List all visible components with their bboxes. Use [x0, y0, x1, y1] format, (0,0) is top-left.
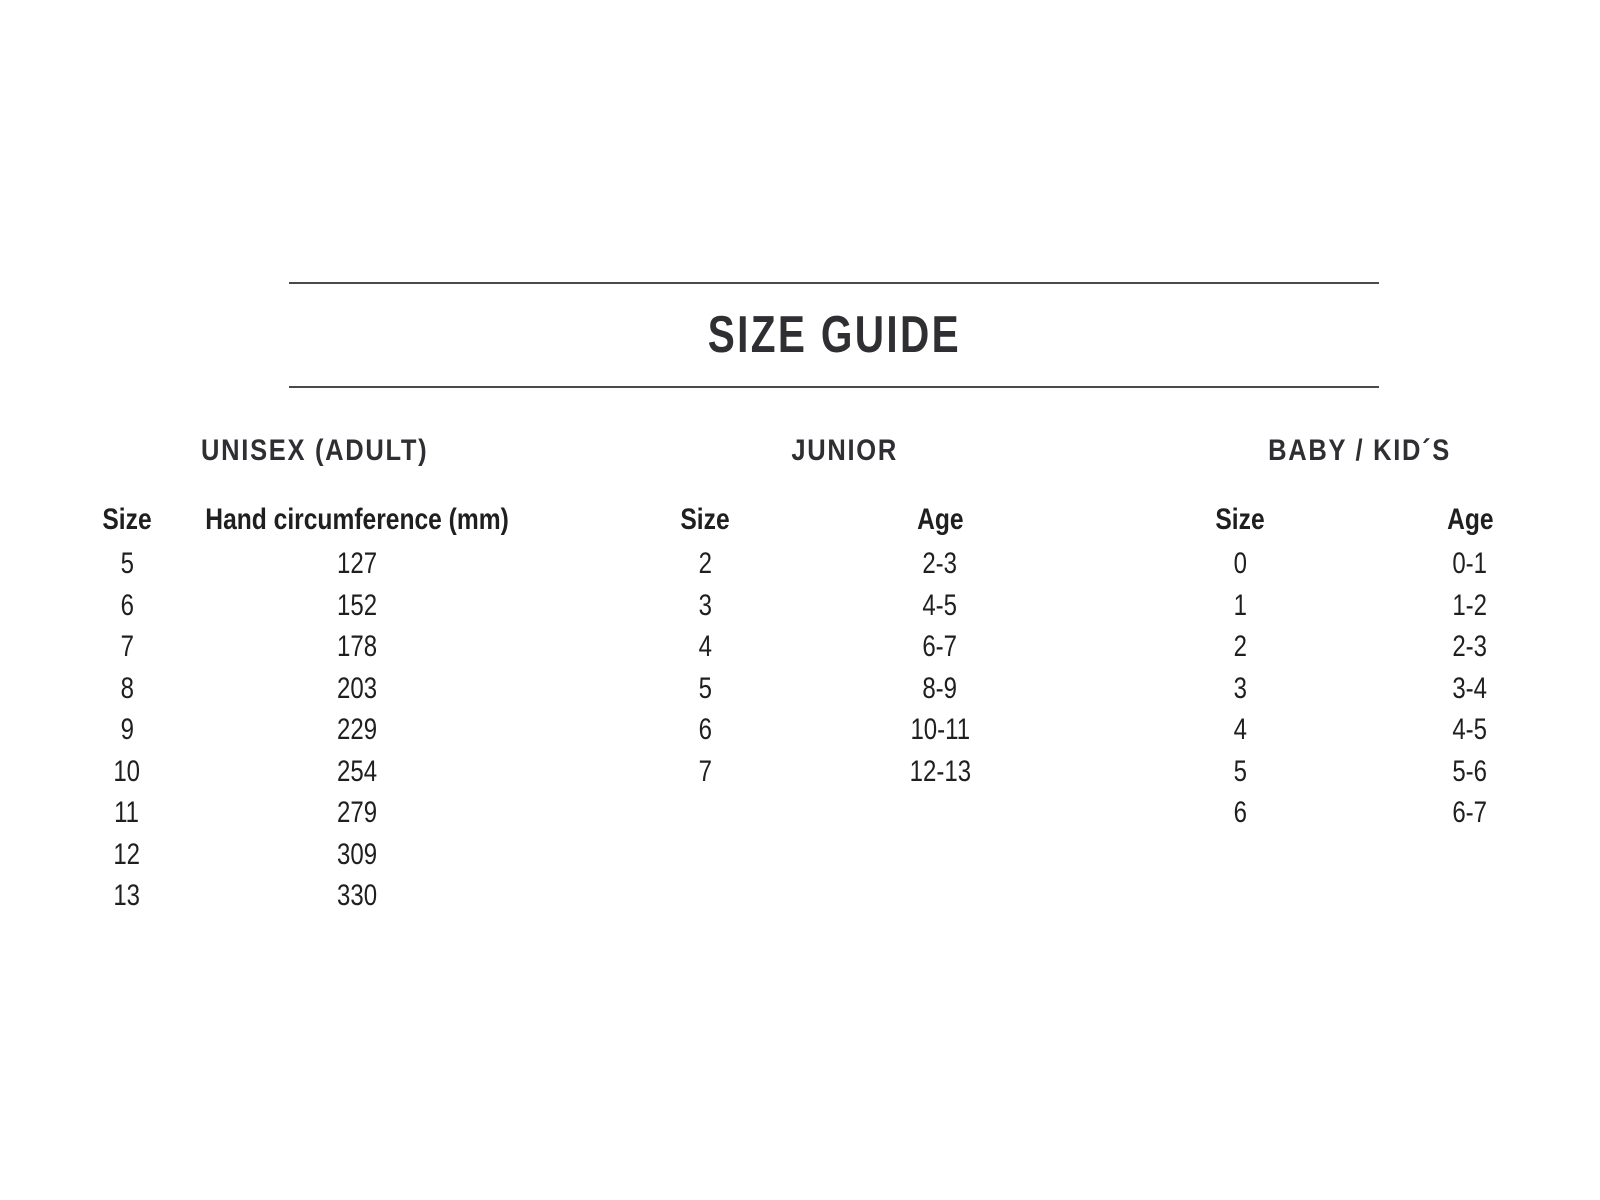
size-cell [610, 543, 800, 585]
age-cell [1350, 585, 1590, 627]
column-header-age-text: Age [1446, 503, 1494, 536]
size-value: 12 [113, 837, 141, 871]
circumference-cell [169, 875, 545, 917]
age-value: 2-3 [922, 547, 958, 580]
age-cell [800, 585, 1080, 627]
table-row [85, 543, 545, 585]
age-cell [800, 709, 1080, 751]
circumference-value: 203 [336, 671, 378, 705]
table-row [1130, 626, 1590, 668]
circumference-cell [169, 751, 545, 793]
table-row [85, 792, 545, 834]
column-header-size [85, 500, 169, 540]
table-header-row [85, 500, 545, 540]
circumference-value: 127 [336, 547, 378, 580]
size-value: 7 [120, 630, 134, 663]
size-cell [85, 792, 169, 834]
size-value: 3 [698, 588, 712, 622]
size-value: 4 [1233, 713, 1247, 746]
column-header-age [1350, 500, 1590, 540]
column-header-age-text: Age [916, 503, 964, 536]
table-row [85, 834, 545, 876]
size-value: 4 [698, 630, 712, 663]
size-value: 1 [1233, 588, 1247, 622]
size-value: 5 [698, 671, 712, 705]
size-cell [85, 585, 169, 627]
table-row [610, 626, 1080, 668]
size-cell [610, 751, 800, 793]
size-value: 6 [698, 713, 712, 746]
circumference-value: 330 [336, 879, 378, 912]
size-cell [85, 751, 169, 793]
table-header-row [1130, 500, 1590, 540]
circumference-cell [169, 626, 545, 668]
table-junior [610, 430, 1080, 792]
page-title: SIZE GUIDE [707, 306, 961, 364]
table-row [610, 543, 1080, 585]
size-cell [85, 668, 169, 710]
table-row [610, 751, 1080, 793]
table-body [610, 543, 1080, 792]
age-value: 4-5 [922, 588, 958, 622]
age-cell [800, 751, 1080, 793]
size-cell [85, 875, 169, 917]
section-title-baby-kids-text: BABY / KID´S [1268, 434, 1452, 467]
table-row [85, 875, 545, 917]
column-header-age [800, 500, 1080, 540]
age-value: 5-6 [1452, 754, 1488, 788]
section-title-unisex-adult-text: UNISEX (ADULT) [201, 434, 429, 467]
circumference-value: 152 [336, 588, 378, 622]
column-header-size-text: Size [1215, 503, 1265, 536]
circumference-value: 229 [336, 713, 378, 746]
size-value: 5 [1233, 754, 1247, 788]
section-title-baby-kids [1130, 430, 1590, 472]
size-cell [1130, 709, 1350, 751]
size-cell [85, 709, 169, 751]
table-row [610, 668, 1080, 710]
age-cell [1350, 709, 1590, 751]
section-title-junior-text: JUNIOR [791, 434, 899, 467]
section-title-unisex-adult [85, 430, 545, 472]
circumference-value: 178 [336, 630, 378, 663]
section-title-junior [610, 430, 1080, 472]
column-header-size [610, 500, 800, 540]
age-cell [1350, 792, 1590, 834]
size-value: 7 [698, 754, 712, 788]
size-value: 10 [113, 754, 141, 788]
table-row [85, 709, 545, 751]
age-cell [800, 626, 1080, 668]
circumference-value: 279 [336, 796, 378, 829]
size-value: 2 [698, 547, 712, 580]
size-cell [1130, 668, 1350, 710]
size-value: 6 [120, 588, 134, 622]
column-header-size-text: Size [680, 503, 730, 536]
table-body [1130, 543, 1590, 834]
size-cell [1130, 751, 1350, 793]
size-cell [1130, 585, 1350, 627]
circumference-value: 309 [336, 837, 378, 871]
age-cell [1350, 626, 1590, 668]
size-cell [1130, 543, 1350, 585]
size-cell [1130, 626, 1350, 668]
circumference-cell [169, 834, 545, 876]
age-value: 6-7 [922, 630, 958, 663]
age-cell [1350, 751, 1590, 793]
age-cell [1350, 543, 1590, 585]
size-cell [85, 543, 169, 585]
column-header-hand-circumference [169, 500, 545, 540]
column-header-hand-circumference-text: Hand circumference (mm) [205, 503, 509, 536]
circumference-cell [169, 585, 545, 627]
age-value: 1-2 [1452, 588, 1488, 622]
table-body [85, 543, 545, 917]
size-value: 3 [1233, 671, 1247, 705]
table-row [1130, 668, 1590, 710]
size-value: 8 [120, 671, 134, 705]
size-value: 11 [114, 796, 140, 829]
size-value: 2 [1233, 630, 1247, 663]
age-value: 12-13 [909, 754, 971, 788]
age-cell [800, 543, 1080, 585]
age-value: 10-11 [910, 713, 970, 746]
size-value: 9 [120, 713, 134, 746]
size-value: 6 [1233, 796, 1247, 829]
size-cell [610, 585, 800, 627]
table-row [610, 709, 1080, 751]
age-value: 2-3 [1452, 630, 1488, 663]
column-header-size [1130, 500, 1350, 540]
circumference-value: 254 [336, 754, 378, 788]
table-row [1130, 751, 1590, 793]
size-value: 0 [1233, 547, 1247, 580]
circumference-cell [169, 668, 545, 710]
age-value: 0-1 [1452, 547, 1488, 580]
size-cell [610, 626, 800, 668]
table-row [1130, 543, 1590, 585]
age-cell [800, 668, 1080, 710]
age-value: 8-9 [922, 671, 958, 705]
table-row [610, 585, 1080, 627]
circumference-cell [169, 792, 545, 834]
table-row [1130, 792, 1590, 834]
size-cell [85, 626, 169, 668]
column-header-size-text: Size [102, 503, 152, 536]
size-value: 13 [113, 879, 141, 912]
table-row [85, 585, 545, 627]
age-value: 4-5 [1452, 713, 1488, 746]
circumference-cell [169, 543, 545, 585]
title-block [289, 282, 1379, 388]
table-unisex-adult [85, 430, 545, 917]
table-row [85, 626, 545, 668]
size-cell [1130, 792, 1350, 834]
size-cell [610, 709, 800, 751]
age-value: 3-4 [1452, 671, 1488, 705]
table-baby-kids [1130, 430, 1590, 834]
size-cell [85, 834, 169, 876]
table-header-row [610, 500, 1080, 540]
size-value: 5 [120, 547, 134, 580]
age-cell [1350, 668, 1590, 710]
table-row [1130, 585, 1590, 627]
circumference-cell [169, 709, 545, 751]
size-cell [610, 668, 800, 710]
table-row [85, 751, 545, 793]
table-row [1130, 709, 1590, 751]
table-row [85, 668, 545, 710]
age-value: 6-7 [1452, 796, 1488, 829]
